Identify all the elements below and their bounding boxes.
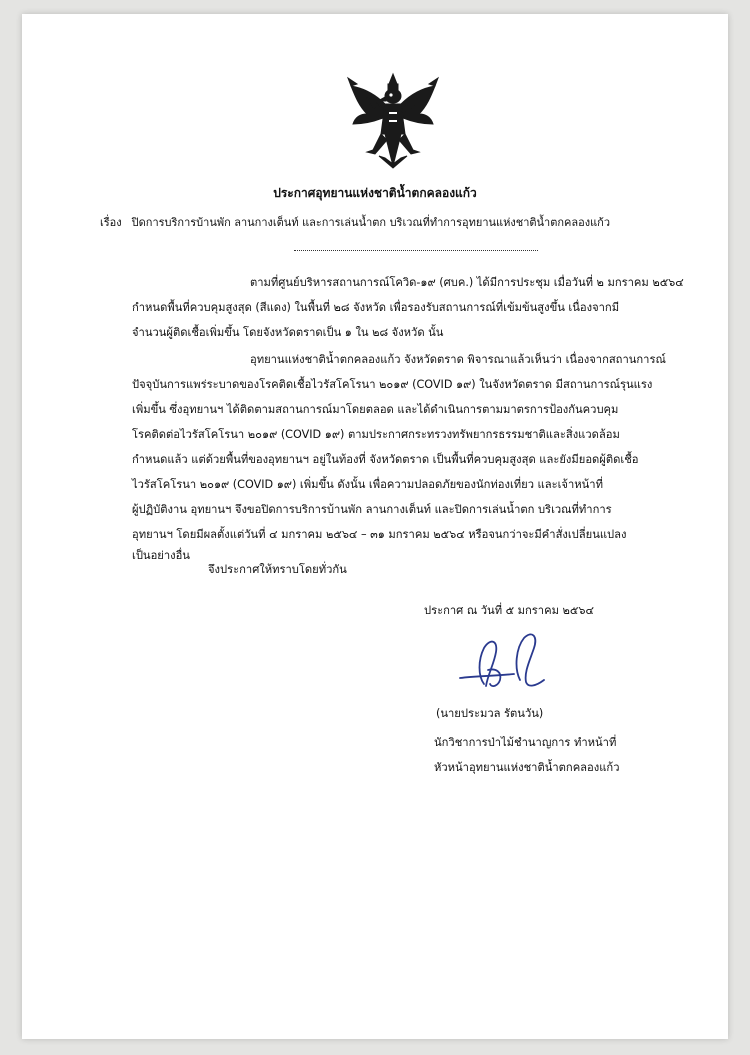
paragraph2-line: ผู้ปฏิบัติงาน อุทยานฯ จึงขอปิดการบริการบ้านพัก ลานกางเต็นท์ และปิดการเล่นน้ำตก บริเวณที่ทำการ xyxy=(132,503,612,516)
paragraph2-line: เป็นอย่างอื่น xyxy=(132,549,190,562)
announcement-date: ประกาศ ณ วันที่ ๕ มกราคม ๒๕๖๔ xyxy=(424,604,594,617)
document-page xyxy=(22,14,728,1039)
paragraph1-line: ตามที่ศูนย์บริหารสถานการณ์โควิด-๑๙ (ศบค.) ได้มีการประชุม เมื่อวันที่ ๒ มกราคม ๒๕๖๔ xyxy=(250,276,684,289)
paragraph2-line: ไวรัสโคโรนา ๒๐๑๙ (COVID ๑๙) เพิ่มขึ้น ดังนั้น เพื่อความปลอดภัยของนักท่องเที่ยว และเจ้าหน้าที่ xyxy=(132,478,603,491)
signer-position: นักวิชาการป่าไม้ชำนาญการ ทำหน้าที่ xyxy=(434,736,617,749)
subject-label: เรื่อง xyxy=(100,216,122,229)
paragraph2-line: กำหนดแล้ว แต่ด้วยพื้นที่ของอุทยานฯ อยู่ในท้องที่ จังหวัดตราด เป็นพื้นที่ควบคุมสูงสุด และยังมียอดผู้ติดเชื้อ xyxy=(132,453,639,466)
paragraph1-line: กำหนดพื้นที่ควบคุมสูงสุด (สีแดง) ในพื้นที่ ๒๘ จังหวัด เพื่อรองรับสถานการณ์ที่เข้มข้นสูงขึ้น เนื่องจากมี xyxy=(132,301,620,314)
garuda-emblem-icon xyxy=(345,70,441,170)
handwritten-signature-icon xyxy=(454,624,570,696)
paragraph2-line: เพิ่มขึ้น ซึ่งอุทยานฯ ได้ติดตามสถานการณ์มาโดยตลอด และได้ดำเนินการตามมาตรการป้องกันควบคุม xyxy=(132,403,619,416)
subject-line xyxy=(100,213,688,231)
paragraph2-line: โรคติดต่อไวรัสโคโรนา ๒๐๑๙ (COVID ๑๙) ตามประกาศกระทรวงทรัพยากรธรรมชาติและสิ่งแวดล้อม xyxy=(132,428,620,441)
closing-line: จึงประกาศให้ทราบโดยทั่วกัน xyxy=(208,563,347,576)
dotted-separator xyxy=(294,250,538,251)
paragraph2-line: ปัจจุบันการแพร่ระบาดของโรคติดเชื้อไวรัสโคโรนา ๒๐๑๙ (COVID ๑๙) ในจังหวัดตราด มีสถานการณ์รุนแรง xyxy=(132,378,653,391)
announcement-title: ประกาศอุทยานแห่งชาติน้ำตกคลองแก้ว xyxy=(273,186,477,200)
subject-text: ปิดการบริการบ้านพัก ลานกางเต็นท์ และการเล่นน้ำตก บริเวณที่ทำการอุทยานแห่งชาติน้ำตกคลองแก้ว xyxy=(131,216,611,229)
paragraph2-line: อุทยานฯ โดยมีผลตั้งแต่วันที่ ๔ มกราคม ๒๕๖๔ – ๓๑ มกราคม ๒๕๖๔ หรือจนกว่าจะมีคำสั่งเปลี่ยนแปลง xyxy=(132,528,627,541)
signer-organization: หัวหน้าอุทยานแห่งชาติน้ำตกคลองแก้ว xyxy=(434,761,620,774)
signer-name: (นายประมวล รัตนวัน) xyxy=(436,707,544,720)
paragraph1-line: จำนวนผู้ติดเชื้อเพิ่มขึ้น โดยจังหวัดตราดเป็น ๑ ใน ๒๘ จังหวัด นั้น xyxy=(132,326,444,339)
paragraph2-line: อุทยานแห่งชาติน้ำตกคลองแก้ว จังหวัดตราด พิจารณาแล้วเห็นว่า เนื่องจากสถานการณ์ xyxy=(250,353,666,366)
